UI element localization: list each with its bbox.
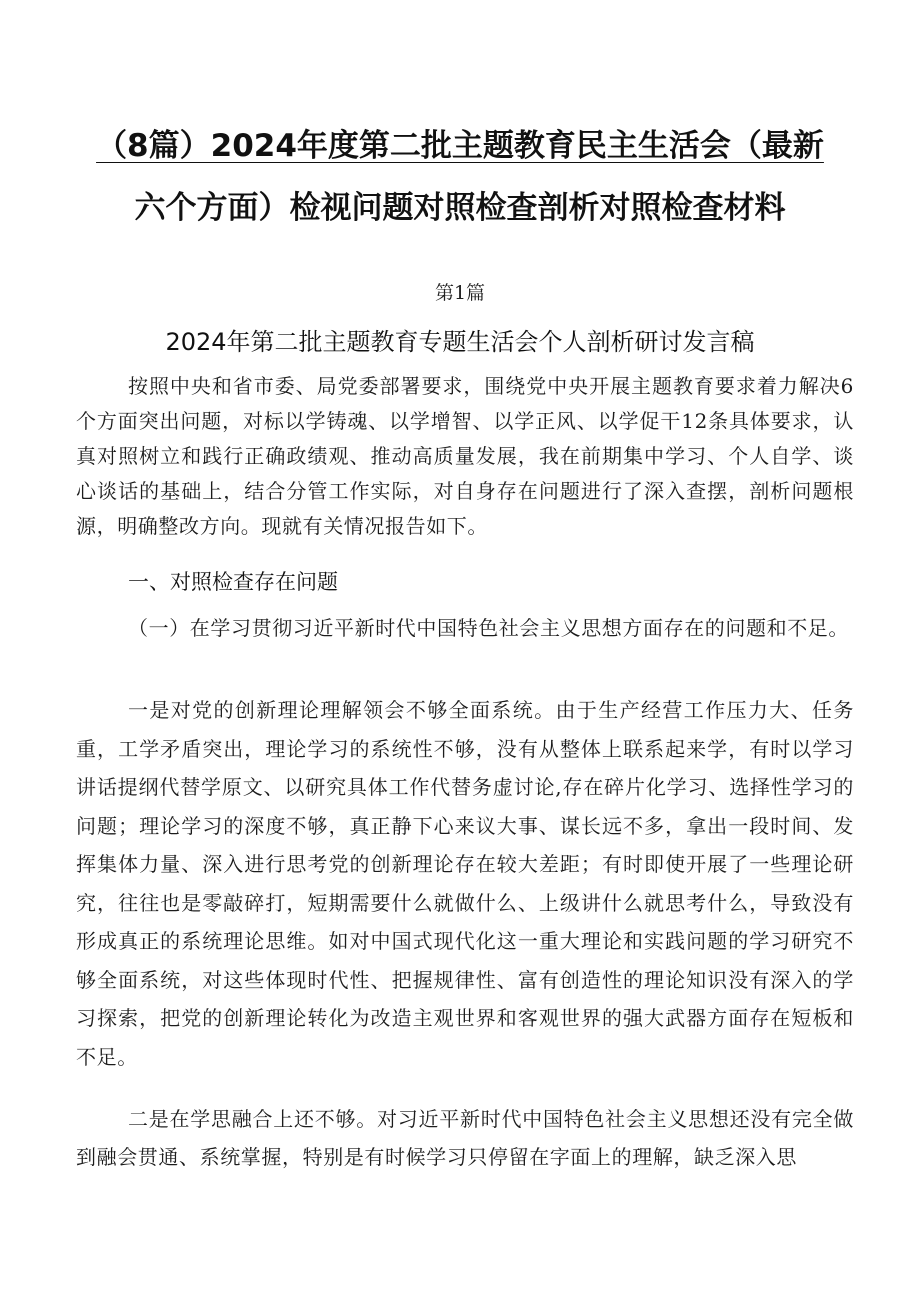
section-heading: 一、对照检查存在问题 bbox=[128, 570, 338, 594]
intro-paragraph: 按照中央和省市委、局党委部署要求，围绕党中央开展主题教育要求着力解决6个方面突出问题，对标以学铸魂、以学增智、以学正风、以学促干12条具体要求，认真对照树立和践行正确政绩观、推动高质量发展，我在前期集中学习、个人自学、谈心谈话的基础上，结合分管工作实际，对自身存在问题进行了深入查摆，剖析问题根源，明确整改方向。现就有关情况报告如下。 bbox=[76, 374, 854, 538]
subsection-paragraph: （一）在学习贯彻习近平新时代中国特色社会主义思想方面存在的问题和不足。 bbox=[128, 616, 849, 640]
part-label: 第1篇 bbox=[434, 282, 486, 304]
document-title-line-1 bbox=[70, 120, 850, 165]
point-one-paragraph: 一是对党的创新理论理解领会不够全面系统。由于生产经营工作压力大、任务重，工学矛盾突出，理论学习的系统性不够，没有从整体上联系起来学，有时以学习讲话提纲代替学原文、以研究具体工作代替务虚讨论,存在碎片化学习、选择性学习的问题；理论学习的深度不够，真正静下心来议大事、谋长远不多，拿出一段时间、发挥集体力量、深入进行思考党的创新理论存在较大差距；有时即使开展了一些理论研究，往往也是零敲碎打，短期需要什么就做什么、上级讲什么就思考什么，导致没有形成真正的系统理论思维。如对中国式现代化这一重大理论和实践问题的学习研究不够全面系统，对这些体现时代性、把握规律性、富有创造性的理论知识没有深入的学习探索，把党的创新理论转化为改造主观世界和客观世界的强大武器方面存在短板和不足。 bbox=[76, 698, 854, 1069]
part-title: 2024年第二批主题教育专题生活会个人剖析研讨发言稿 bbox=[165, 328, 755, 356]
document-title-text-1: （8篇）2024年度第二批主题教育民主生活会（最新 bbox=[96, 128, 824, 164]
document-title-line-2: 六个方面）检视问题对照检查剖析对照检查材料 bbox=[134, 190, 786, 226]
point-two-paragraph: 二是在学思融合上还不够。对习近平新时代中国特色社会主义思想还没有完全做到融会贯通、系统掌握，特别是有时候学习只停留在字面上的理解，缺乏深入思 bbox=[76, 1107, 854, 1169]
